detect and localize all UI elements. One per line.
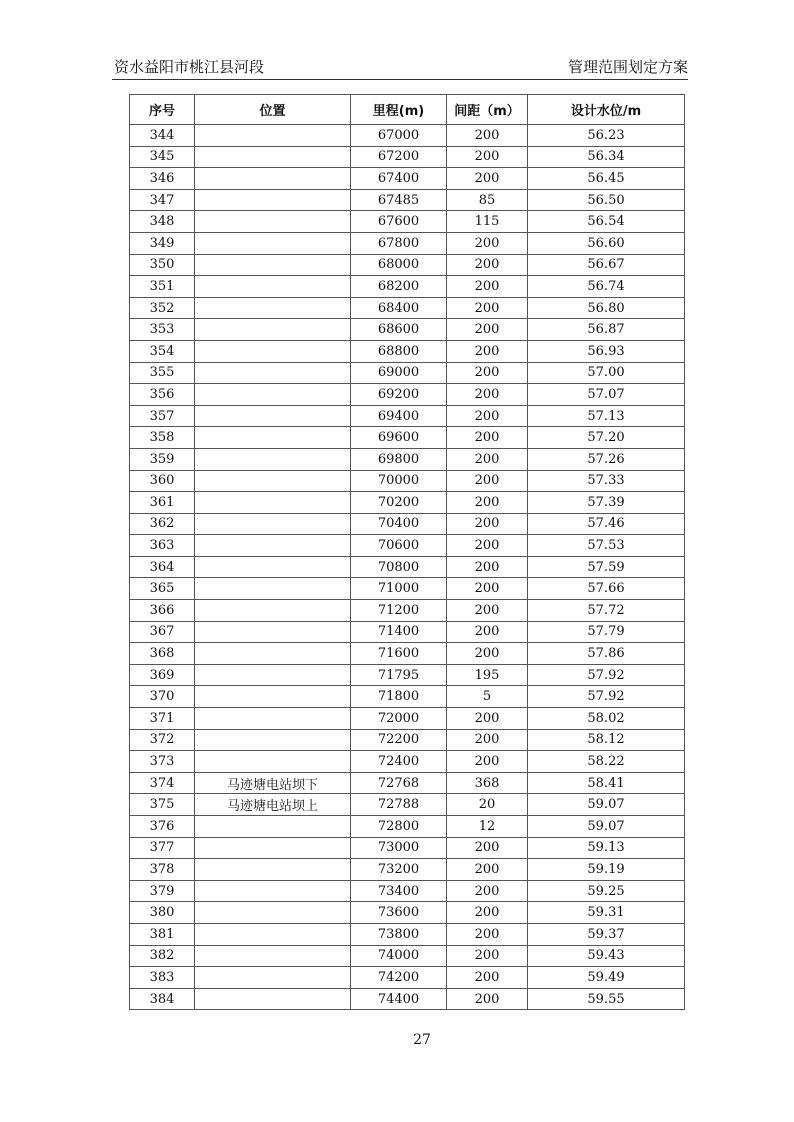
cell-location <box>195 988 351 1010</box>
table-row <box>130 923 685 945</box>
cell-spacing: 200 <box>447 967 528 989</box>
cell-index: 360 <box>130 470 195 492</box>
cell-location <box>195 600 351 622</box>
cell-location <box>195 643 351 665</box>
cell-location <box>195 384 351 406</box>
cell-spacing: 200 <box>447 729 528 751</box>
cell-spacing: 200 <box>447 492 528 514</box>
table-row <box>130 751 685 773</box>
cell-mileage: 73000 <box>351 837 447 859</box>
cell-water-level: 57.26 <box>528 448 685 470</box>
cell-location <box>195 816 351 838</box>
cell-spacing: 200 <box>447 448 528 470</box>
cell-water-level: 57.92 <box>528 686 685 708</box>
cell-spacing: 200 <box>447 362 528 384</box>
header-right-title: 管理范围划定方案 <box>567 58 688 76</box>
cell-mileage: 73600 <box>351 902 447 924</box>
cell-mileage: 72788 <box>351 794 447 816</box>
cell-mileage: 67400 <box>351 168 447 190</box>
cell-spacing: 200 <box>447 146 528 168</box>
table-row <box>130 837 685 859</box>
table-row <box>130 708 685 730</box>
cell-index: 354 <box>130 340 195 362</box>
cell-water-level: 57.53 <box>528 535 685 557</box>
cell-index: 355 <box>130 362 195 384</box>
cell-index: 372 <box>130 729 195 751</box>
cell-mileage: 67600 <box>351 211 447 233</box>
table-row <box>130 211 685 233</box>
cell-index: 373 <box>130 751 195 773</box>
cell-location <box>195 125 351 147</box>
table-row <box>130 297 685 319</box>
cell-spacing: 200 <box>447 254 528 276</box>
cell-water-level: 59.49 <box>528 967 685 989</box>
cell-index: 346 <box>130 168 195 190</box>
cell-index: 383 <box>130 967 195 989</box>
cell-mileage: 68200 <box>351 276 447 298</box>
cell-water-level: 56.93 <box>528 340 685 362</box>
cell-index: 345 <box>130 146 195 168</box>
cell-location <box>195 168 351 190</box>
table-row <box>130 988 685 1010</box>
cell-water-level: 57.13 <box>528 405 685 427</box>
cell-location <box>195 448 351 470</box>
cell-mileage: 73800 <box>351 923 447 945</box>
cell-mileage: 74200 <box>351 967 447 989</box>
cell-location <box>195 664 351 686</box>
table-row <box>130 384 685 406</box>
cell-water-level: 57.20 <box>528 427 685 449</box>
cell-index: 348 <box>130 211 195 233</box>
cell-index: 364 <box>130 556 195 578</box>
cell-water-level: 57.66 <box>528 578 685 600</box>
cell-spacing: 200 <box>447 405 528 427</box>
cell-water-level: 57.00 <box>528 362 685 384</box>
col-header-design-water-level: 设计水位/m <box>528 95 685 125</box>
cell-location <box>195 319 351 341</box>
table-row <box>130 513 685 535</box>
cell-spacing: 200 <box>447 276 528 298</box>
cell-mileage: 69400 <box>351 405 447 427</box>
cell-water-level: 59.55 <box>528 988 685 1010</box>
table-row <box>130 729 685 751</box>
cell-spacing: 200 <box>447 880 528 902</box>
cell-spacing: 200 <box>447 621 528 643</box>
cell-spacing: 200 <box>447 297 528 319</box>
cell-location <box>195 945 351 967</box>
cell-mileage: 70400 <box>351 513 447 535</box>
table-row <box>130 405 685 427</box>
cell-mileage: 72768 <box>351 772 447 794</box>
cell-water-level: 57.79 <box>528 621 685 643</box>
cell-mileage: 72000 <box>351 708 447 730</box>
cell-water-level: 59.25 <box>528 880 685 902</box>
cell-index: 366 <box>130 600 195 622</box>
cell-water-level: 59.43 <box>528 945 685 967</box>
cell-spacing: 200 <box>447 902 528 924</box>
cell-index: 347 <box>130 189 195 211</box>
cell-mileage: 71800 <box>351 686 447 708</box>
cell-water-level: 59.19 <box>528 859 685 881</box>
cell-location <box>195 578 351 600</box>
cell-mileage: 70600 <box>351 535 447 557</box>
cell-location <box>195 513 351 535</box>
cell-spacing: 200 <box>447 945 528 967</box>
cell-spacing: 200 <box>447 556 528 578</box>
table-row <box>130 319 685 341</box>
cell-mileage: 70000 <box>351 470 447 492</box>
cell-location <box>195 232 351 254</box>
cell-location <box>195 556 351 578</box>
cell-mileage: 71600 <box>351 643 447 665</box>
col-header-index: 序号 <box>130 95 195 125</box>
cell-index: 363 <box>130 535 195 557</box>
cell-water-level: 58.22 <box>528 751 685 773</box>
cell-index: 368 <box>130 643 195 665</box>
cell-index: 371 <box>130 708 195 730</box>
table-row <box>130 362 685 384</box>
cell-spacing: 85 <box>447 189 528 211</box>
cell-mileage: 71000 <box>351 578 447 600</box>
cell-index: 353 <box>130 319 195 341</box>
table-row <box>130 492 685 514</box>
cell-water-level: 56.23 <box>528 125 685 147</box>
cell-location <box>195 340 351 362</box>
cell-water-level: 59.07 <box>528 816 685 838</box>
cell-index: 356 <box>130 384 195 406</box>
cell-mileage: 67000 <box>351 125 447 147</box>
cell-index: 367 <box>130 621 195 643</box>
cell-mileage: 67800 <box>351 232 447 254</box>
cell-index: 375 <box>130 794 195 816</box>
cell-location <box>195 276 351 298</box>
cell-index: 378 <box>130 859 195 881</box>
table-row <box>130 621 685 643</box>
cell-index: 377 <box>130 837 195 859</box>
cell-water-level: 57.72 <box>528 600 685 622</box>
table-row <box>130 578 685 600</box>
col-header-spacing: 间距（m） <box>447 95 528 125</box>
cell-spacing: 200 <box>447 319 528 341</box>
cell-mileage: 71200 <box>351 600 447 622</box>
cell-index: 361 <box>130 492 195 514</box>
cell-spacing: 200 <box>447 708 528 730</box>
cell-water-level: 57.33 <box>528 470 685 492</box>
cell-spacing: 200 <box>447 232 528 254</box>
cell-location <box>195 254 351 276</box>
cell-mileage: 72200 <box>351 729 447 751</box>
table-row <box>130 556 685 578</box>
cell-location <box>195 405 351 427</box>
cell-location <box>195 297 351 319</box>
table-row <box>130 772 685 794</box>
table-row <box>130 276 685 298</box>
table-row <box>130 816 685 838</box>
table-header-row <box>130 95 685 125</box>
cell-location <box>195 967 351 989</box>
cell-water-level: 59.31 <box>528 902 685 924</box>
cell-location <box>195 211 351 233</box>
cell-index: 380 <box>130 902 195 924</box>
cell-spacing: 12 <box>447 816 528 838</box>
table-row <box>130 340 685 362</box>
cell-spacing: 200 <box>447 923 528 945</box>
cell-index: 379 <box>130 880 195 902</box>
cell-mileage: 69600 <box>351 427 447 449</box>
cell-water-level: 56.50 <box>528 189 685 211</box>
cell-mileage: 69000 <box>351 362 447 384</box>
cell-location: 马迹塘电站坝上 <box>195 794 351 816</box>
cell-water-level: 56.87 <box>528 319 685 341</box>
cell-spacing: 200 <box>447 837 528 859</box>
cell-location <box>195 880 351 902</box>
cell-spacing: 115 <box>447 211 528 233</box>
table-row <box>130 427 685 449</box>
header-left-title: 资水益阳市桃江县河段 <box>114 58 265 76</box>
cell-index: 362 <box>130 513 195 535</box>
cell-mileage: 70800 <box>351 556 447 578</box>
cell-spacing: 368 <box>447 772 528 794</box>
cell-location <box>195 535 351 557</box>
cell-water-level: 56.54 <box>528 211 685 233</box>
cell-location <box>195 729 351 751</box>
table-row <box>130 880 685 902</box>
cell-water-level: 56.67 <box>528 254 685 276</box>
cell-mileage: 68000 <box>351 254 447 276</box>
cell-index: 384 <box>130 988 195 1010</box>
cell-index: 376 <box>130 816 195 838</box>
cell-index: 357 <box>130 405 195 427</box>
cell-location <box>195 189 351 211</box>
cell-water-level: 57.39 <box>528 492 685 514</box>
cell-spacing: 5 <box>447 686 528 708</box>
cell-index: 382 <box>130 945 195 967</box>
cell-location <box>195 427 351 449</box>
table-row <box>130 902 685 924</box>
cell-index: 359 <box>130 448 195 470</box>
table-row <box>130 643 685 665</box>
table-row <box>130 967 685 989</box>
table-row <box>130 254 685 276</box>
cell-index: 369 <box>130 664 195 686</box>
cell-mileage: 73200 <box>351 859 447 881</box>
table-row <box>130 232 685 254</box>
cell-water-level: 57.46 <box>528 513 685 535</box>
cell-spacing: 200 <box>447 125 528 147</box>
cell-index: 365 <box>130 578 195 600</box>
cell-spacing: 200 <box>447 643 528 665</box>
cell-index: 350 <box>130 254 195 276</box>
cell-index: 358 <box>130 427 195 449</box>
cell-spacing: 200 <box>447 751 528 773</box>
cell-spacing: 200 <box>447 859 528 881</box>
cell-spacing: 200 <box>447 384 528 406</box>
table-row <box>130 448 685 470</box>
cell-location <box>195 859 351 881</box>
table-row <box>130 664 685 686</box>
cell-location <box>195 362 351 384</box>
cell-spacing: 200 <box>447 340 528 362</box>
cell-location <box>195 146 351 168</box>
cell-spacing: 195 <box>447 664 528 686</box>
cell-mileage: 72400 <box>351 751 447 773</box>
cell-water-level: 59.37 <box>528 923 685 945</box>
cell-water-level: 58.12 <box>528 729 685 751</box>
cell-mileage: 71400 <box>351 621 447 643</box>
cell-mileage: 74400 <box>351 988 447 1010</box>
table-row <box>130 859 685 881</box>
cell-location <box>195 923 351 945</box>
cell-water-level: 59.07 <box>528 794 685 816</box>
cell-mileage: 69800 <box>351 448 447 470</box>
cell-location <box>195 621 351 643</box>
header-rule <box>112 79 688 80</box>
table-row <box>130 794 685 816</box>
cell-spacing: 200 <box>447 535 528 557</box>
cell-water-level: 57.86 <box>528 643 685 665</box>
cell-location: 马迹塘电站坝下 <box>195 772 351 794</box>
cell-water-level: 57.07 <box>528 384 685 406</box>
cell-location <box>195 751 351 773</box>
cell-spacing: 200 <box>447 513 528 535</box>
water-level-table <box>129 94 685 1010</box>
cell-spacing: 200 <box>447 578 528 600</box>
cell-mileage: 68400 <box>351 297 447 319</box>
table-row <box>130 168 685 190</box>
cell-mileage: 67200 <box>351 146 447 168</box>
cell-mileage: 73400 <box>351 880 447 902</box>
cell-water-level: 56.80 <box>528 297 685 319</box>
cell-location <box>195 837 351 859</box>
cell-index: 352 <box>130 297 195 319</box>
cell-spacing: 200 <box>447 168 528 190</box>
cell-spacing: 20 <box>447 794 528 816</box>
cell-location <box>195 470 351 492</box>
cell-location <box>195 492 351 514</box>
table-row <box>130 535 685 557</box>
cell-index: 344 <box>130 125 195 147</box>
cell-mileage: 72800 <box>351 816 447 838</box>
cell-location <box>195 708 351 730</box>
page-number: 27 <box>413 1032 431 1048</box>
cell-mileage: 70200 <box>351 492 447 514</box>
cell-mileage: 69200 <box>351 384 447 406</box>
cell-water-level: 56.74 <box>528 276 685 298</box>
cell-spacing: 200 <box>447 600 528 622</box>
cell-spacing: 200 <box>447 988 528 1010</box>
table-row <box>130 945 685 967</box>
cell-spacing: 200 <box>447 427 528 449</box>
cell-water-level: 56.60 <box>528 232 685 254</box>
table-row <box>130 146 685 168</box>
table-row <box>130 189 685 211</box>
cell-water-level: 58.41 <box>528 772 685 794</box>
cell-mileage: 74000 <box>351 945 447 967</box>
col-header-location: 位置 <box>195 95 351 125</box>
cell-water-level: 58.02 <box>528 708 685 730</box>
cell-mileage: 68800 <box>351 340 447 362</box>
table-row <box>130 470 685 492</box>
cell-water-level: 59.13 <box>528 837 685 859</box>
cell-index: 351 <box>130 276 195 298</box>
cell-location <box>195 902 351 924</box>
cell-index: 349 <box>130 232 195 254</box>
cell-water-level: 56.45 <box>528 168 685 190</box>
cell-index: 370 <box>130 686 195 708</box>
cell-mileage: 68600 <box>351 319 447 341</box>
cell-water-level: 57.59 <box>528 556 685 578</box>
cell-index: 381 <box>130 923 195 945</box>
cell-water-level: 56.34 <box>528 146 685 168</box>
table-row <box>130 125 685 147</box>
cell-index: 374 <box>130 772 195 794</box>
cell-mileage: 71795 <box>351 664 447 686</box>
table-row <box>130 600 685 622</box>
cell-spacing: 200 <box>447 470 528 492</box>
table-row <box>130 686 685 708</box>
cell-water-level: 57.92 <box>528 664 685 686</box>
cell-location <box>195 686 351 708</box>
cell-mileage: 67485 <box>351 189 447 211</box>
col-header-mileage: 里程(m) <box>351 95 447 125</box>
